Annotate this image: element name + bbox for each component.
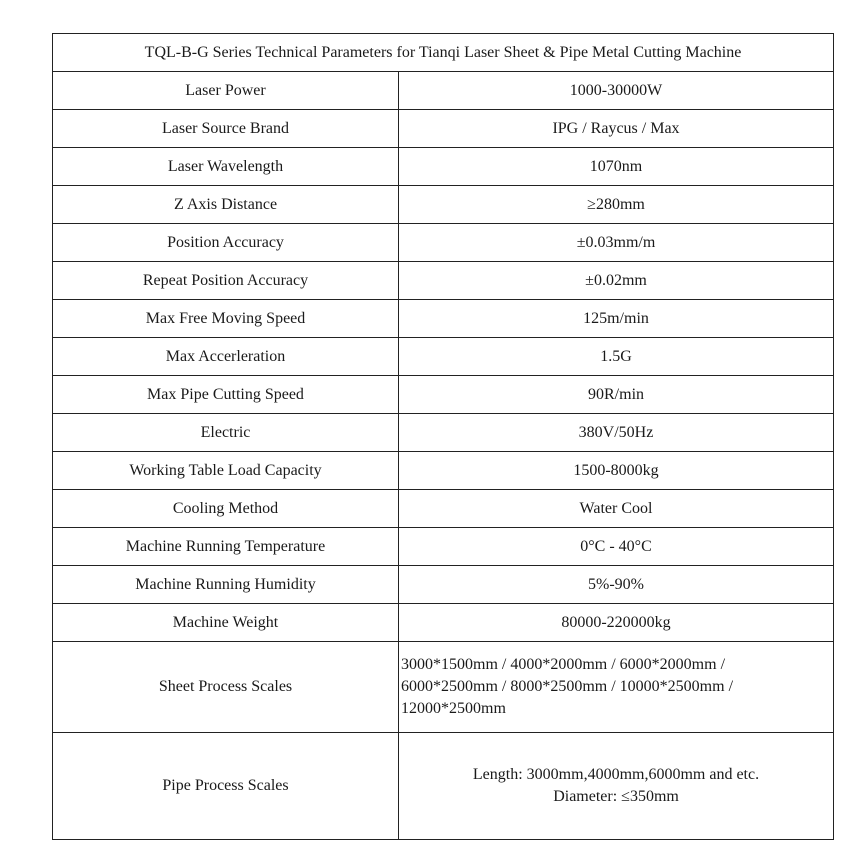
param-label: Electric — [53, 414, 399, 452]
param-label: Repeat Position Accuracy — [53, 262, 399, 300]
param-label: Max Accerleration — [53, 338, 399, 376]
sheet-scales-line: 6000*2500mm / 8000*2500mm / 10000*2500mm / — [401, 678, 734, 695]
table-row — [53, 528, 834, 566]
table-row — [53, 414, 834, 452]
sheet-scales-label: Sheet Process Scales — [53, 642, 399, 733]
title-row — [53, 34, 834, 72]
table-row — [53, 300, 834, 338]
table-row — [53, 148, 834, 186]
param-value: 125m/min — [399, 300, 834, 338]
table-row — [53, 376, 834, 414]
pipe-scales-label: Pipe Process Scales — [53, 733, 399, 840]
table-row — [53, 452, 834, 490]
table-row — [53, 566, 834, 604]
sheet-scales-value — [399, 642, 834, 733]
param-value: 1000-30000W — [399, 72, 834, 110]
param-label: Cooling Method — [53, 490, 399, 528]
param-value: 1070nm — [399, 148, 834, 186]
param-label: Laser Power — [53, 72, 399, 110]
param-value: 80000-220000kg — [399, 604, 834, 642]
param-label: Machine Running Temperature — [53, 528, 399, 566]
param-value: ≥280mm — [399, 186, 834, 224]
param-label: Max Free Moving Speed — [53, 300, 399, 338]
sheet-scales-line: 3000*1500mm / 4000*2000mm / 6000*2000mm / — [401, 656, 726, 673]
pipe-scales-value — [399, 733, 834, 840]
pipe-diameter-line: Diameter: ≤350mm — [553, 788, 679, 805]
param-value: IPG / Raycus / Max — [399, 110, 834, 148]
pipe-scales-row — [53, 733, 834, 840]
pipe-length-line: Length: 3000mm,4000mm,6000mm and etc. — [472, 766, 760, 783]
table-row — [53, 490, 834, 528]
param-value: Water Cool — [399, 490, 834, 528]
param-value: 1.5G — [399, 338, 834, 376]
param-value: 5%-90% — [399, 566, 834, 604]
table-row — [53, 338, 834, 376]
param-label: Working Table Load Capacity — [53, 452, 399, 490]
param-label: Machine Weight — [53, 604, 399, 642]
table-row — [53, 72, 834, 110]
table-row — [53, 604, 834, 642]
spec-table — [52, 33, 834, 840]
table-row — [53, 186, 834, 224]
table-row — [53, 110, 834, 148]
param-label: Position Accuracy — [53, 224, 399, 262]
table-row — [53, 262, 834, 300]
param-label: Laser Wavelength — [53, 148, 399, 186]
param-label: Max Pipe Cutting Speed — [53, 376, 399, 414]
table-row — [53, 224, 834, 262]
param-label: Machine Running Humidity — [53, 566, 399, 604]
param-value: ±0.03mm/m — [399, 224, 834, 262]
param-value: 1500-8000kg — [399, 452, 834, 490]
param-label: Z Axis Distance — [53, 186, 399, 224]
table-title: TQL-B-G Series Technical Parameters for Tianqi Laser Sheet & Pipe Metal Cutting Machine — [53, 34, 834, 72]
sheet-scales-row — [53, 642, 834, 733]
param-value: 0°C - 40°C — [399, 528, 834, 566]
param-value: 90R/min — [399, 376, 834, 414]
param-value: ±0.02mm — [399, 262, 834, 300]
param-label: Laser Source Brand — [53, 110, 399, 148]
sheet-scales-line: 12000*2500mm — [401, 700, 506, 717]
param-value: 380V/50Hz — [399, 414, 834, 452]
